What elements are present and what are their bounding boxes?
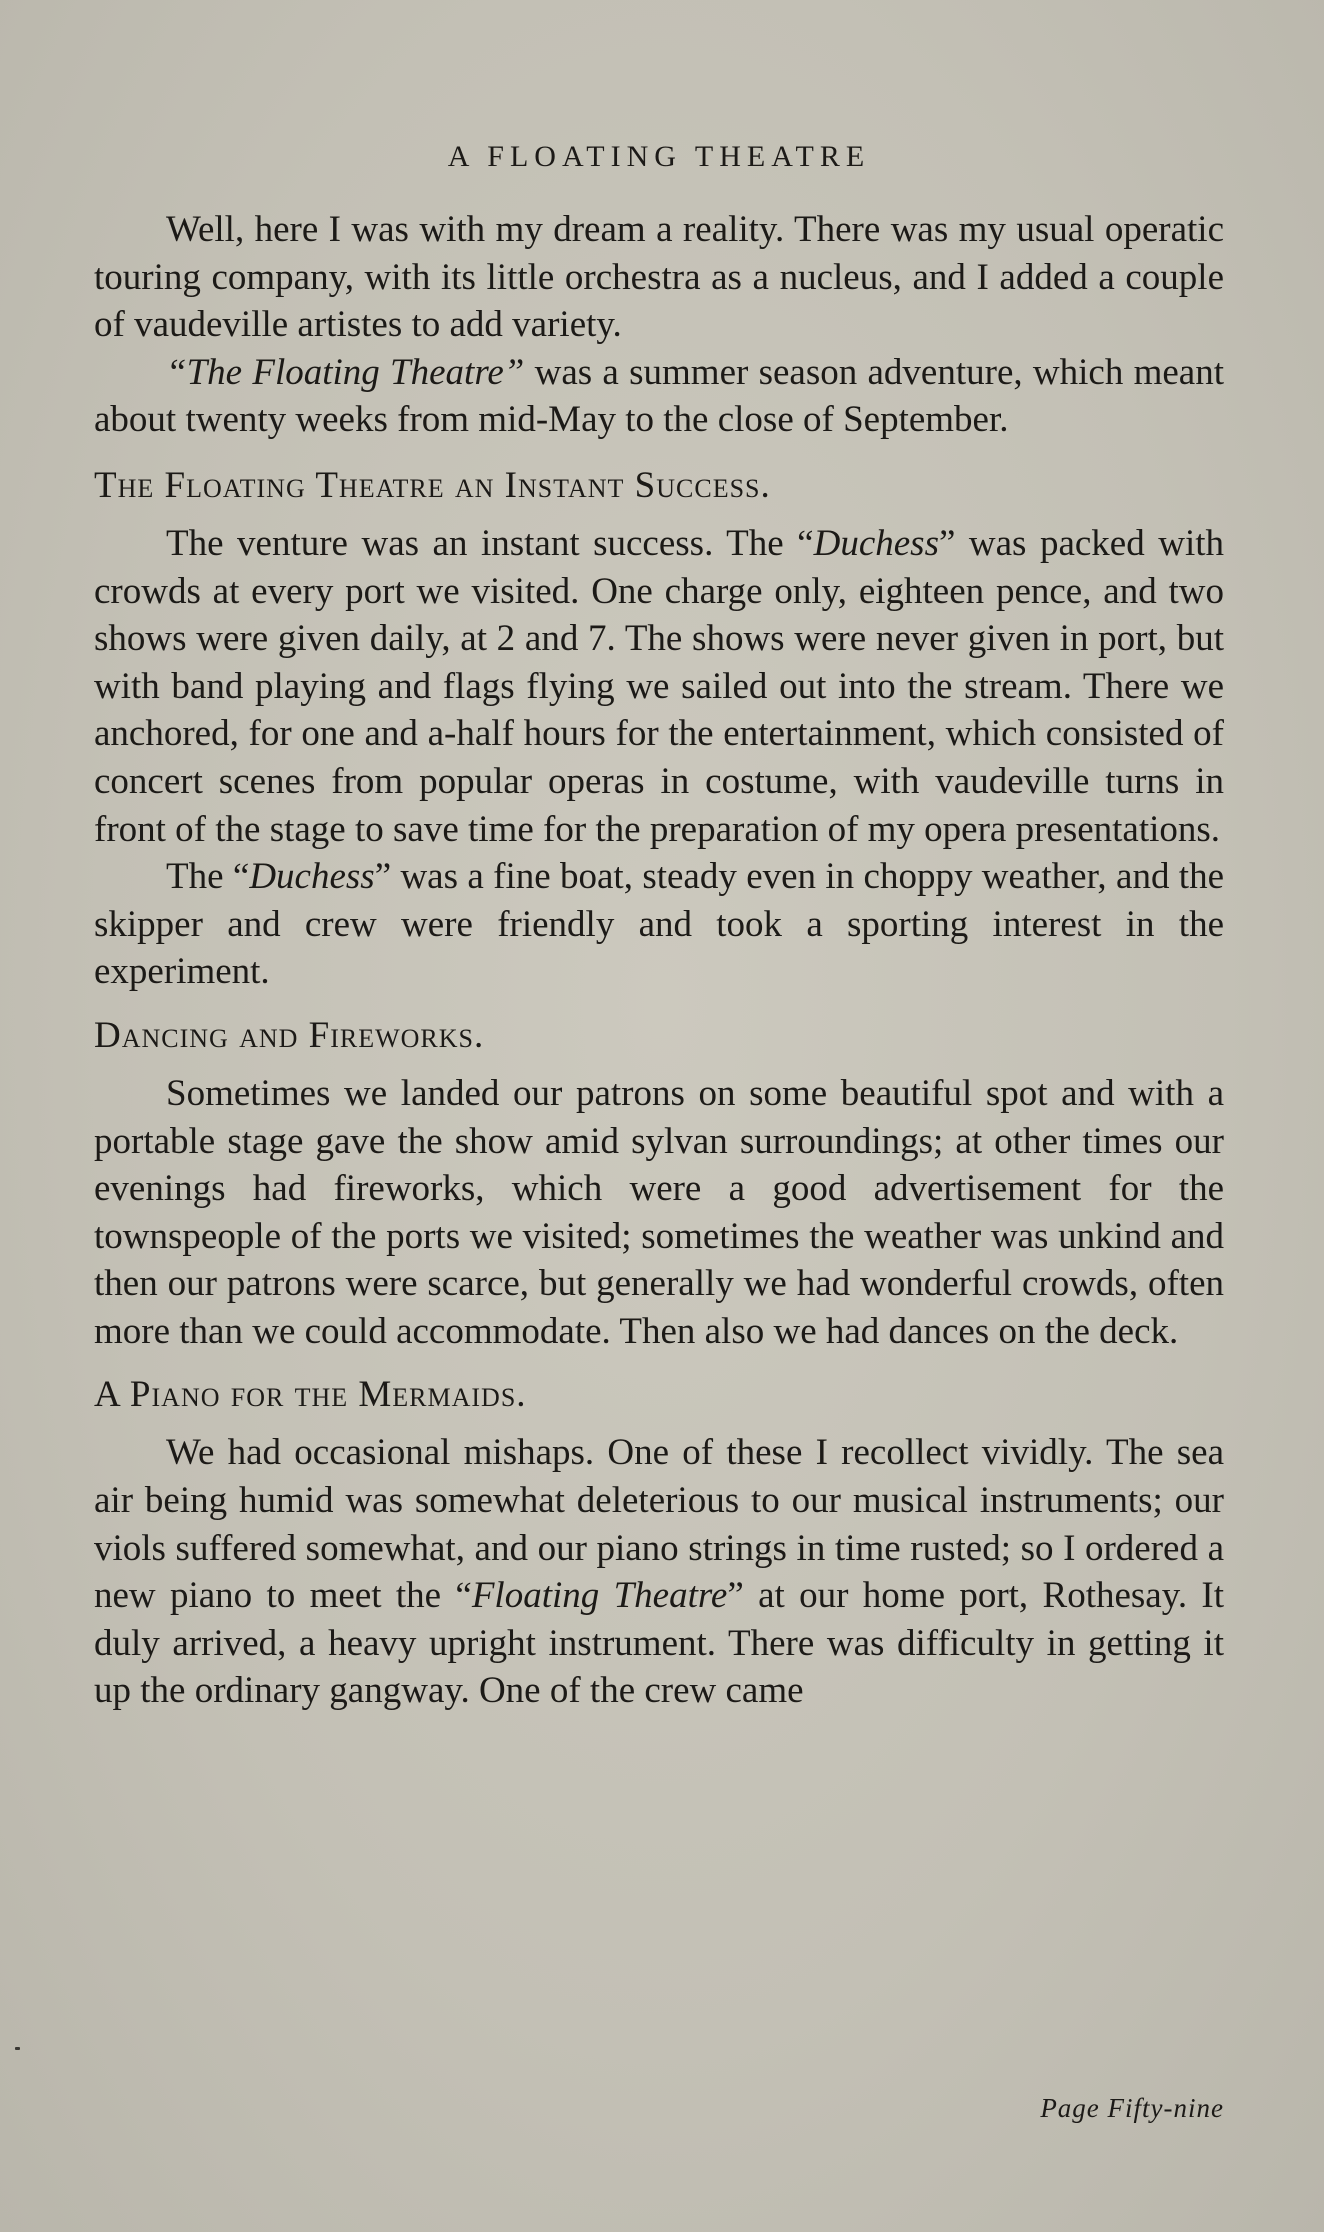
show-title: Floating Theatre	[471, 1575, 728, 1617]
show-title: “The Floating Theatre”	[166, 351, 525, 393]
boat-name: Duchess	[813, 522, 939, 564]
paragraph-intro-2	[94, 349, 1224, 444]
margin-speck	[15, 2047, 20, 2050]
paragraph-text: The venture was an instant success. The “	[166, 522, 814, 564]
paragraph-text: We had occasional mishaps. One of these I recollect vividly. The sea air being humid was somewhat deleterious to our musical instruments; our viols suffered somewhat, and our piano strings in time rusted; so I ordered a new piano to meet the “	[94, 1432, 1224, 1617]
section-heading-instant-success: The Floating Theatre an Instant Success.	[94, 464, 771, 506]
paragraph-text: was a summer season adventure, which meant about twenty weeks from mid-May to the close of September.	[94, 351, 1224, 441]
paragraph-text: ” at our home port, Rothesay. It duly arrived, a heavy upright instrument. There was difficulty in getting it up the ordinary gangway. One of the crew came	[94, 1575, 1225, 1712]
paragraph-venture	[94, 520, 1224, 853]
section-heading-piano-mermaids: A Piano for the Mermaids.	[94, 1374, 527, 1416]
paragraph-text: The “	[166, 856, 250, 898]
book-page	[94, 0, 1224, 2232]
paragraph-text: ” was a fine boat, steady even in choppy weather, and the skipper and crew were friendly and took a sporting interest in the experiment.	[94, 856, 1224, 993]
paragraph-text: ” was packed with crowds at every port we visited. One charge only, eighteen pence, and two shows were given daily, at 2 and 7. The shows were never given in port, but with band playing and flags flying we sailed out into the stream. There we anchored, for one and a-half hours for the entertainment, which consisted of concert scenes from popular operas in costume, with vaudeville turns in front of the stage to save time for the preparation of my opera presentations.	[94, 522, 1224, 850]
page-number: Page Fifty-nine	[1040, 2093, 1224, 2123]
page-body	[94, 206, 1224, 1715]
paragraph-sometimes: Sometimes we landed our patrons on some beautiful spot and with a portable stage gave the show amid sylvan surroundings; at other times our evenings had fireworks, which were a good advertisement for the townspeople of the ports we visited; sometimes the weather was unkind and then our patrons were scarce, but generally we had wonderful crowds, often more than we could accommodate. Then also we had dances on the deck.	[94, 1072, 1224, 1352]
running-title: A FLOATING THEATRE	[447, 140, 871, 173]
section-heading-dancing-fireworks: Dancing and Fireworks.	[94, 1014, 485, 1056]
paragraph-duchess	[94, 853, 1224, 996]
paragraph-intro-1: Well, here I was with my dream a reality. There was my usual operatic touring company, with its little orchestra as a nucleus, and I added a couple of vaudeville artistes to add variety.	[94, 209, 1224, 346]
boat-name: Duchess	[249, 856, 375, 898]
paragraph-mishaps	[94, 1429, 1224, 1715]
